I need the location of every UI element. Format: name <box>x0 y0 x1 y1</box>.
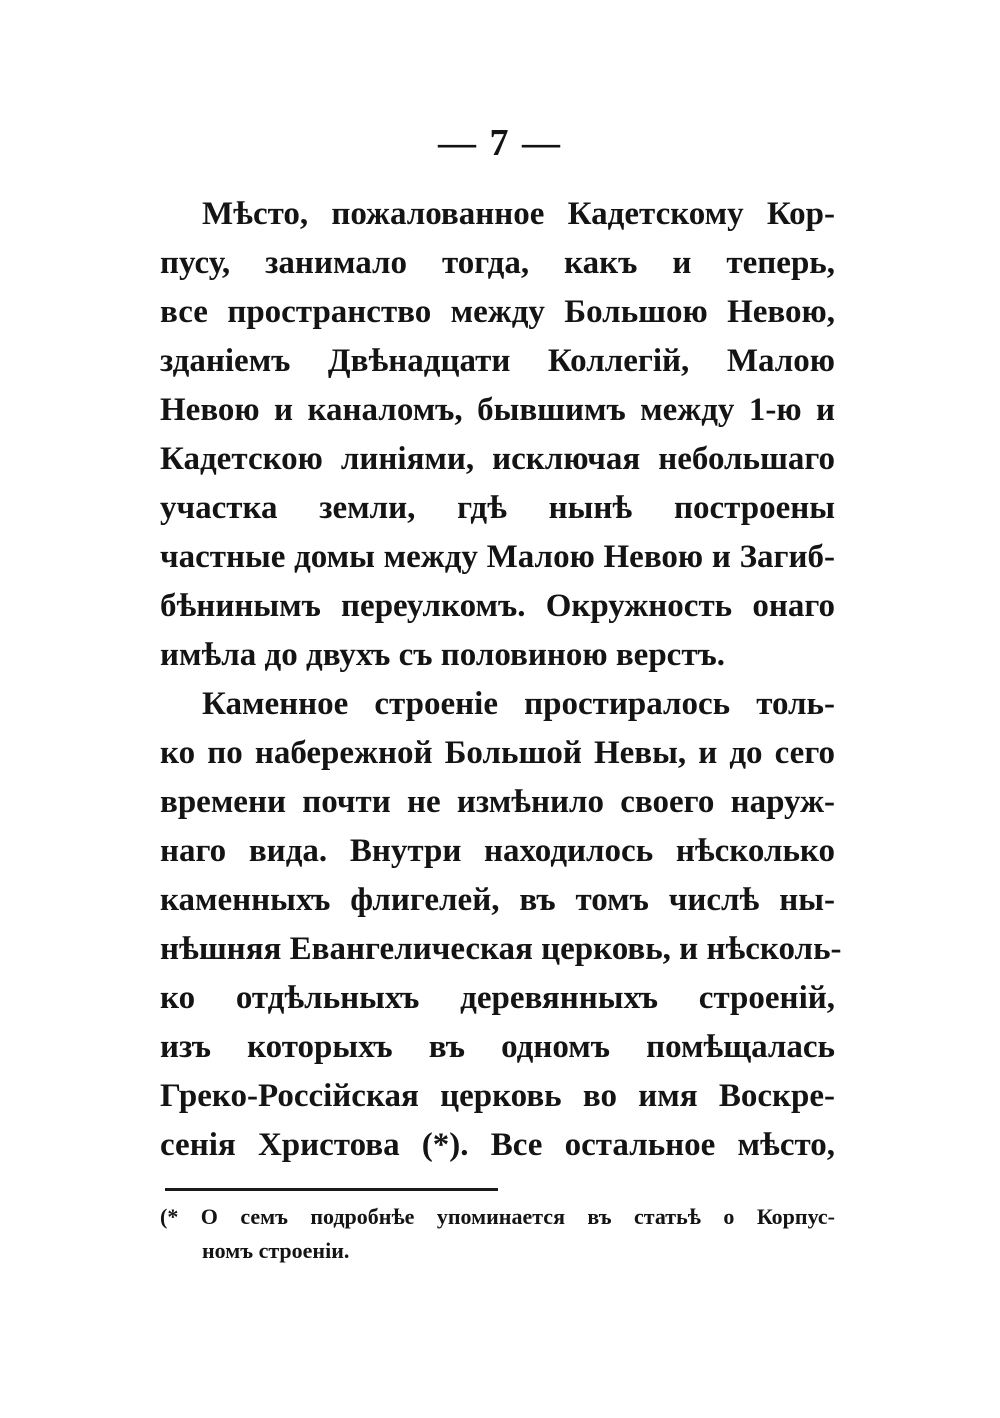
text-line: бѣнинымъ переулкомъ. Окружность онаго <box>160 588 835 624</box>
text-line: наго вида. Внутри находилось нѣсколько <box>160 833 835 869</box>
page-number: — 7 — <box>438 122 562 164</box>
text-line: каменныхъ флигелей, въ томъ числѣ ны- <box>160 882 835 918</box>
text-line: Мѣсто, пожалованное Кадетскому Кор- <box>202 196 835 232</box>
text-line: нѣшняя Евангелическая церковь, и нѣсколь- <box>160 931 842 967</box>
text-line: Каменное строеніе простиралось толь- <box>202 686 835 722</box>
text-line: участка земли, гдѣ нынѣ построены <box>160 490 835 526</box>
text-line: времени почти не измѣнило своего наруж- <box>160 784 835 820</box>
footnote <box>160 1200 835 1268</box>
footnote-line: номъ строеніи. <box>202 1238 350 1263</box>
text-line: имѣла до двухъ съ половиною верстъ. <box>160 637 726 673</box>
paragraph-1 <box>160 190 835 680</box>
text-line: частные домы между Малою Невою и Загиб- <box>160 539 835 575</box>
text-line: Греко-Россійская церковь во имя Воскре- <box>160 1078 835 1114</box>
body-text <box>160 190 842 1170</box>
text-line: Невою и каналомъ, бывшимъ между 1-ю и <box>160 392 835 428</box>
text-line: зданіемъ Двѣнадцати Коллегій, Малою <box>160 343 835 379</box>
paragraph-2 <box>160 680 842 1170</box>
footnote-line: (* О семъ подробнѣе упоминается въ статьѣ о Корпус- <box>160 1204 835 1229</box>
text-line: ко по набережной Большой Невы, и до сего <box>160 735 835 771</box>
text-line: Кадетскою линіями, исключая небольшаго <box>160 441 835 477</box>
text-line: все пространство между Большою Невою, <box>160 294 835 330</box>
footnote-divider <box>165 1188 498 1191</box>
text-line: изъ которыхъ въ одномъ помѣщалась <box>160 1029 835 1065</box>
text-line: сенія Христова (*). Все остальное мѣсто, <box>160 1127 835 1163</box>
text-line: пусу, занимало тогда, какъ и теперь, <box>160 245 835 281</box>
text-line: ко отдѣльныхъ деревянныхъ строеній, <box>160 980 835 1016</box>
